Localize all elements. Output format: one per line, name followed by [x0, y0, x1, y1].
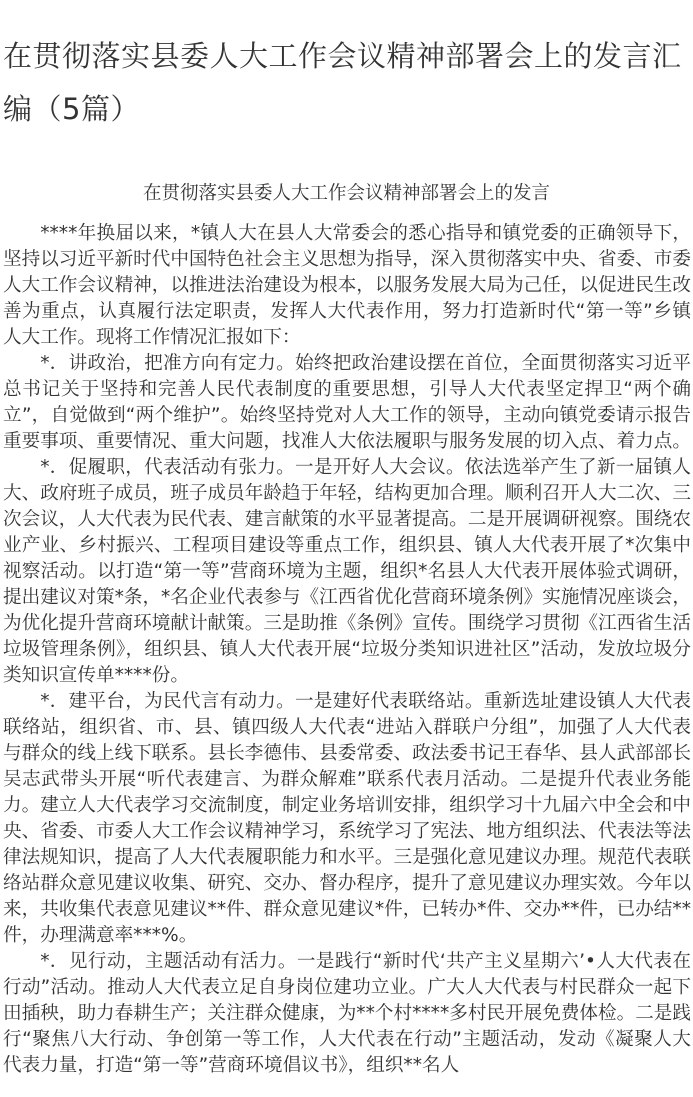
paragraph-intro: ****年换届以来，*镇人大在县人大常委会的悉心指导和镇党委的正确领导下，坚持以习近平新时代中国特色社会主义思想为指导，深入贯彻落实中央、省委、市委人大工作会议精神，以推进法治建设为根本，以服务发展大局为己任，以促进民生改善为重点，认真履行法定职责，发挥人大代表作用，努力打造新时代“第一等”乡镇人大工作。现将工作情况汇报如下：: [3, 223, 691, 348]
document-title: 在贯彻落实县委人大工作会议精神部署会上的发言汇编（5篇）: [3, 39, 682, 126]
paragraph-politics: *．讲政治，把准方向有定力。始终把政治建设摆在首位，全面贯彻落实习近平总书记关于坚持和完善人民代表制度的重要思想，引导人大代表坚定捍卫“两个确立”，自觉做到“两个维护”。始终坚持党对人大工作的领导，主动向镇党委请示报告重要事项、重要情况、重大问题，找准人大依法履职与服务发展的切入点、着力点。: [3, 353, 691, 452]
paragraph-platform: *．建平台，为民代言有动力。一是建好代表联络站。重新选址建设镇人大代表联络站，组织省、市、县、镇四级人大代表“进站入群联户分组”，加强了人大代表与群众的线上线下联系。县长李德伟、县委常委、政法委书记王春华、县人武部部长吴志武带头开展“听代表建言、为群众解难”联系代表月活动。二是提升代表业务能力。建立人大代表学习交流制度，制定业务培训安排，组织学习十九届六中全会和中央、省委、市委人大工作会议精神学习，系统学习了宪法、地方组织法、代表法等法律法规知识，提高了人大代表履职能力和水平。三是强化意见建议办理。规范代表联络站群众意见建议收集、研究、交办、督办程序，提升了意见建议办理实效。今年以来，共收集代表意见建议**件、群众意见建议*件，已转办*件、交办**件，已办结**件，办理满意率***%。: [3, 691, 691, 946]
paragraph-action: *．见行动，主题活动有活力。一是践行“新时代‘共产主义星期六’•人大代表在行动”活动。推动人大代表立足自身岗位建功立业。广大人大代表与村民群众一起下田插秧，助力春耕生产；关注群众健康，为**个村****多村民开展免费体检。二是践行“聚焦八大行动、争创第一等工作，人大代表在行动”主题活动，发动《凝聚人大代表力量，打造“第一等”营商环境倡议书》，组织**名人: [3, 951, 691, 1076]
document-body: [0, 221, 693, 1079]
paragraph-duties: *．促履职，代表活动有张力。一是开好人大会议。依法选举产生了新一届镇人大、政府班子成员，班子成员年龄趋于年轻，结构更加合理。顺利召开人大二次、三次会议，人大代表为民代表、建言献策的水平显著提高。二是开展调研视察。围绕农业产业、乡村振兴、工程项目建设等重点工作，组织县、镇人大代表开展了*次集中视察活动。以打造“第一等”营商环境为主题，组织*名县人大代表开展体验式调研，提出建议对策*条，*名企业代表参与《江西省优化营商环境条例》实施情况座谈会，为优化提升营商环境献计献策。三是助推《条例》宣传。围绕学习贯彻《江西省生活垃圾管理条例》，组织县、镇人大代表开展“垃圾分类知识进社区”活动，发放垃圾分类知识宣传单****份。: [3, 457, 691, 686]
speech-subtitle: 在贯彻落实县委人大工作会议精神部署会上的发言: [142, 183, 550, 204]
